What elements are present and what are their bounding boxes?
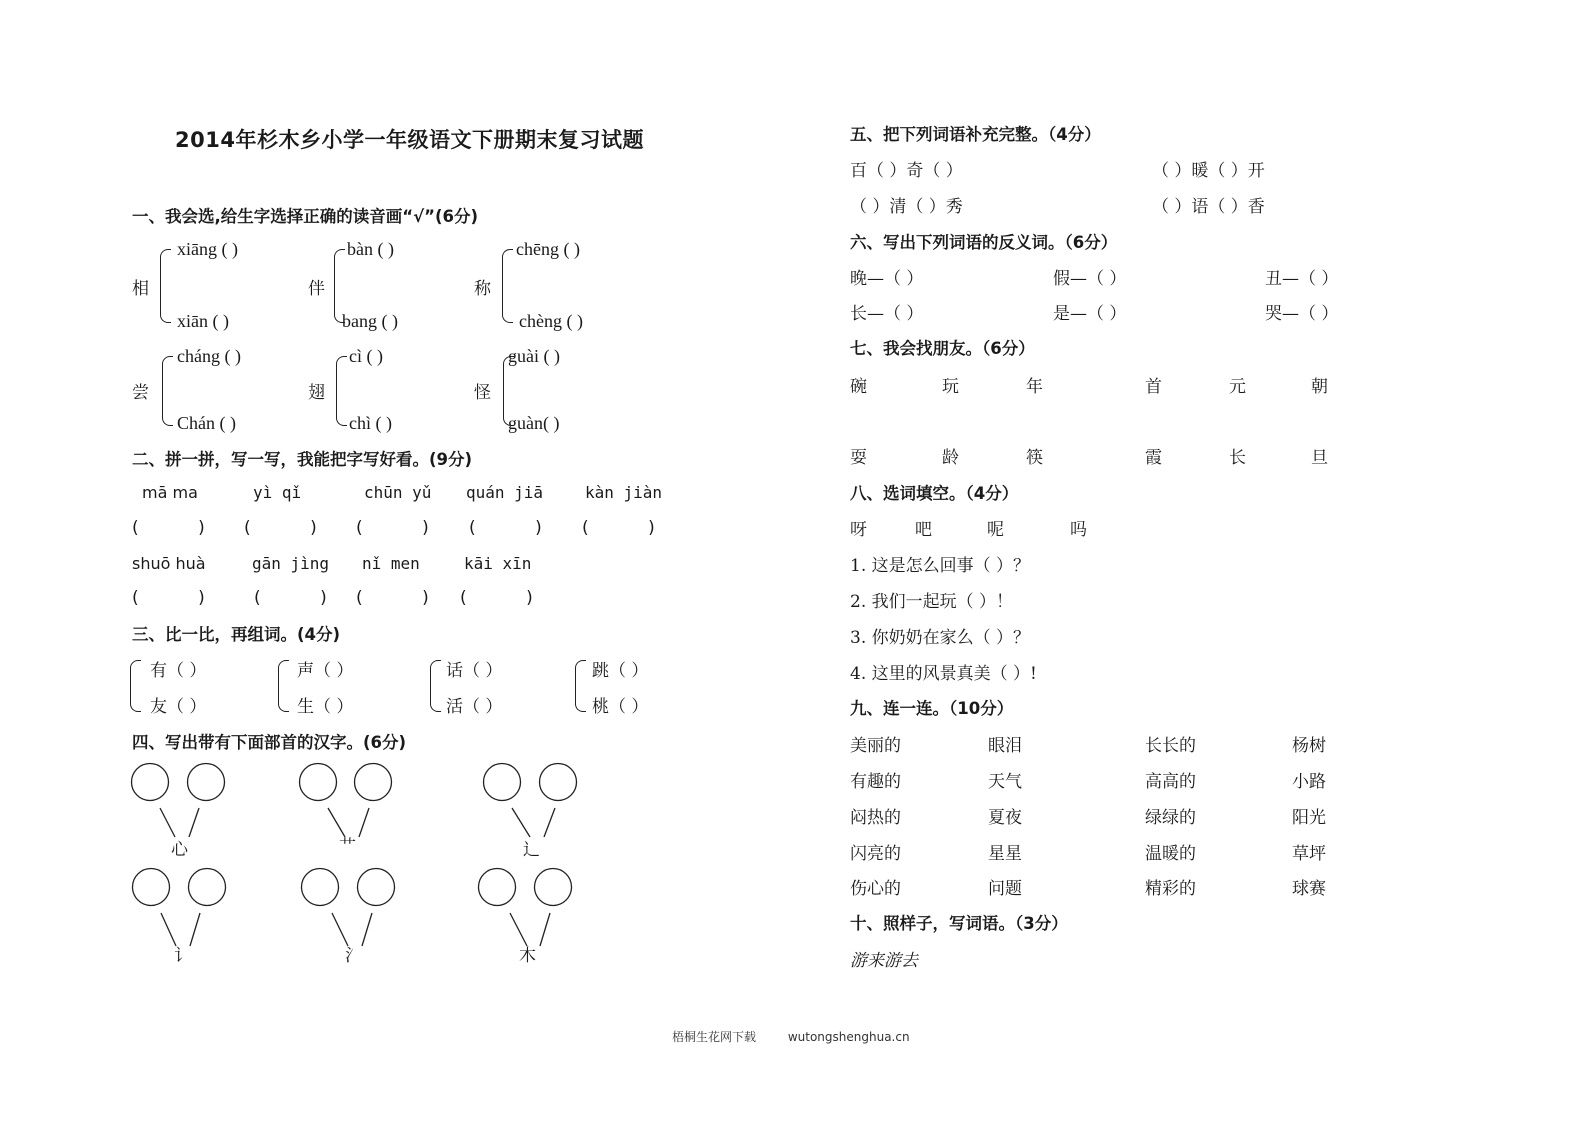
idiom-item[interactable]: 百（ ）奇（ ） — [850, 161, 963, 181]
answer-blank[interactable]: ( ) — [132, 588, 205, 608]
section-6-heading: 六、写出下列词语的反义词。（6分） — [850, 233, 1118, 252]
answer-blank[interactable]: ( ) — [356, 518, 429, 538]
connect-item[interactable]: 闷热的 — [850, 808, 901, 828]
idiom-item[interactable]: （ ）语（ ）香 — [1152, 197, 1265, 217]
antonym-item[interactable]: 哭—（ ） — [1265, 304, 1339, 324]
connect-item[interactable]: 有趣的 — [850, 772, 901, 792]
char-item: 相 — [132, 279, 149, 299]
footer — [672, 1028, 938, 1045]
connect-item[interactable]: 小路 — [1292, 772, 1326, 792]
connect-item[interactable]: 精彩的 — [1145, 879, 1196, 899]
answer-blank[interactable]: ( ) — [254, 588, 327, 608]
connect-item[interactable]: 眼泪 — [988, 736, 1022, 756]
pinyin-option[interactable]: cháng ( ) — [177, 346, 241, 366]
char-item: 怪 — [474, 383, 491, 403]
antonym-item[interactable]: 丑—（ ） — [1265, 269, 1339, 289]
section-9-heading: 九、连一连。（10分） — [850, 699, 1014, 718]
section-1-heading: 一、我会选,给生字选择正确的读音画“√”(6分) — [132, 207, 479, 226]
answer-blank[interactable]: ( ) — [469, 518, 542, 538]
example-word: 游来游去 — [850, 951, 918, 971]
antonym-item[interactable]: 长—（ ） — [850, 304, 924, 324]
pinyin-option[interactable]: cì ( ) — [349, 346, 383, 366]
antonym-item[interactable]: 晚—（ ） — [850, 269, 924, 289]
pinyin-option[interactable]: guài ( ) — [508, 346, 560, 366]
char-item: 翅 — [308, 383, 325, 403]
pinyin-option[interactable]: xiāng ( ) — [177, 239, 238, 259]
antonym-item[interactable]: 假—（ ） — [1053, 269, 1127, 289]
pinyin-word: gān jìng — [252, 554, 330, 573]
connect-item[interactable]: 闪亮的 — [850, 844, 901, 864]
radical-label: 辶 — [523, 840, 540, 860]
fill-sentence[interactable]: 4. 这里的风景真美（ ）! — [850, 664, 1037, 684]
answer-blank[interactable]: ( ) — [582, 518, 655, 538]
pinyin-word: nǐ men — [362, 554, 420, 573]
connect-item[interactable]: 天气 — [988, 772, 1022, 792]
match-char[interactable]: 朝 — [1311, 377, 1328, 397]
connect-item[interactable]: 阳光 — [1292, 808, 1326, 828]
pinyin-word: kāi xīn — [464, 554, 532, 573]
char-item: 尝 — [132, 383, 149, 403]
connect-item[interactable]: 球赛 — [1292, 879, 1326, 899]
footer-site-url[interactable]: wutongshenghua.cn — [787, 1030, 910, 1044]
pinyin-option[interactable]: bàn ( ) — [347, 239, 394, 259]
footer-site-name: 梧桐生花网下载 — [672, 1030, 757, 1044]
section-2-heading: 二、拼一拼，写一写，我能把字写好看。(9分) — [132, 450, 473, 469]
word-choice: 吧 — [915, 520, 932, 540]
pinyin-option[interactable]: chì ( ) — [349, 413, 392, 433]
compare-item[interactable]: 活（ ） — [446, 697, 503, 717]
pinyin-word: shuō huà — [132, 554, 206, 573]
fill-sentence[interactable]: 3. 你奶奶在家么（ ）？ — [850, 628, 1031, 648]
pinyin-option[interactable]: chēng ( ) — [516, 239, 580, 259]
connect-item[interactable]: 星星 — [988, 844, 1022, 864]
connect-item[interactable]: 夏夜 — [988, 808, 1022, 828]
connect-item[interactable]: 草坪 — [1292, 844, 1326, 864]
connect-item[interactable]: 问题 — [988, 879, 1022, 899]
match-char[interactable]: 旦 — [1311, 448, 1328, 468]
connect-item[interactable]: 美丽的 — [850, 736, 901, 756]
pinyin-option[interactable]: guàn( ) — [508, 413, 560, 433]
connect-item[interactable]: 绿绿的 — [1145, 808, 1196, 828]
match-char[interactable]: 年 — [1026, 377, 1043, 397]
section-5-heading: 五、把下列词语补充完整。（4分） — [850, 125, 1101, 144]
answer-blank[interactable]: ( ) — [356, 588, 429, 608]
pinyin-option[interactable]: chèng ( ) — [519, 311, 583, 331]
pinyin-word: mā ma — [142, 483, 198, 502]
connect-item[interactable]: 高高的 — [1145, 772, 1196, 792]
section-10-heading: 十、照样子，写词语。（3分） — [850, 914, 1068, 933]
match-char[interactable]: 筷 — [1026, 448, 1043, 468]
pinyin-word: yì qǐ — [253, 483, 302, 502]
match-char[interactable]: 碗 — [850, 377, 867, 397]
antonym-item[interactable]: 是—（ ） — [1053, 304, 1127, 324]
match-char[interactable]: 龄 — [942, 448, 959, 468]
match-char[interactable]: 玩 — [942, 377, 959, 397]
compare-item[interactable]: 声（ ） — [297, 661, 354, 681]
connect-item[interactable]: 杨树 — [1292, 736, 1326, 756]
answer-blank[interactable]: ( ) — [460, 588, 533, 608]
pinyin-word: chūn yǔ — [364, 483, 432, 502]
compare-item[interactable]: 话（ ） — [446, 661, 503, 681]
section-4-heading: 四、写出带有下面部首的汉字。(6分) — [132, 733, 407, 752]
word-choice: 呢 — [987, 520, 1004, 540]
compare-item[interactable]: 生（ ） — [297, 697, 354, 717]
connect-item[interactable]: 伤心的 — [850, 879, 901, 899]
pinyin-word: quán jiā — [466, 483, 544, 502]
compare-item[interactable]: 跳（ ） — [592, 661, 649, 681]
compare-item[interactable]: 友（ ） — [150, 697, 207, 717]
idiom-item[interactable]: （ ）暖（ ）开 — [1152, 161, 1265, 181]
page-title: 2014年杉木乡小学一年级语文下册期末复习试题 — [175, 128, 644, 152]
match-char[interactable]: 霞 — [1145, 448, 1162, 468]
match-char[interactable]: 首 — [1145, 377, 1162, 397]
pinyin-option[interactable]: Chán ( ) — [177, 413, 236, 433]
idiom-item[interactable]: （ ）清（ ）秀 — [850, 197, 963, 217]
char-item: 伴 — [308, 279, 325, 299]
fill-sentence[interactable]: 1. 这是怎么回事（ ）？ — [850, 556, 1031, 576]
radical-label: 讠 — [174, 946, 191, 966]
compare-item[interactable]: 有（ ） — [150, 661, 207, 681]
radical-label: 氵 — [345, 946, 362, 966]
section-7-heading: 七、我会找朋友。（6分） — [850, 339, 1035, 358]
connect-item[interactable]: 温暖的 — [1145, 844, 1196, 864]
word-choice: 吗 — [1070, 520, 1087, 540]
match-char[interactable]: 长 — [1229, 448, 1246, 468]
pinyin-word: kàn jiàn — [585, 483, 663, 502]
compare-item[interactable]: 桃（ ） — [592, 697, 649, 717]
char-item: 称 — [474, 279, 491, 299]
section-3-heading: 三、比一比，再组词。(4分) — [132, 625, 341, 644]
pinyin-option[interactable]: bang ( ) — [342, 311, 398, 331]
radical-label: 心 — [171, 840, 188, 860]
radical-label: 艹 — [339, 837, 356, 857]
connect-item[interactable]: 长长的 — [1145, 736, 1196, 756]
match-char[interactable]: 元 — [1229, 377, 1246, 397]
radical-label: 木 — [519, 946, 536, 966]
match-char[interactable]: 耍 — [850, 448, 867, 468]
answer-blank[interactable]: ( ) — [132, 518, 205, 538]
fill-sentence[interactable]: 2. 我们一起玩（ ）！ — [850, 592, 1014, 612]
section-8-heading: 八、选词填空。（4分） — [850, 484, 1019, 503]
answer-blank[interactable]: ( ) — [244, 518, 317, 538]
word-choice: 呀 — [850, 520, 867, 540]
pinyin-option[interactable]: xiān ( ) — [177, 311, 229, 331]
